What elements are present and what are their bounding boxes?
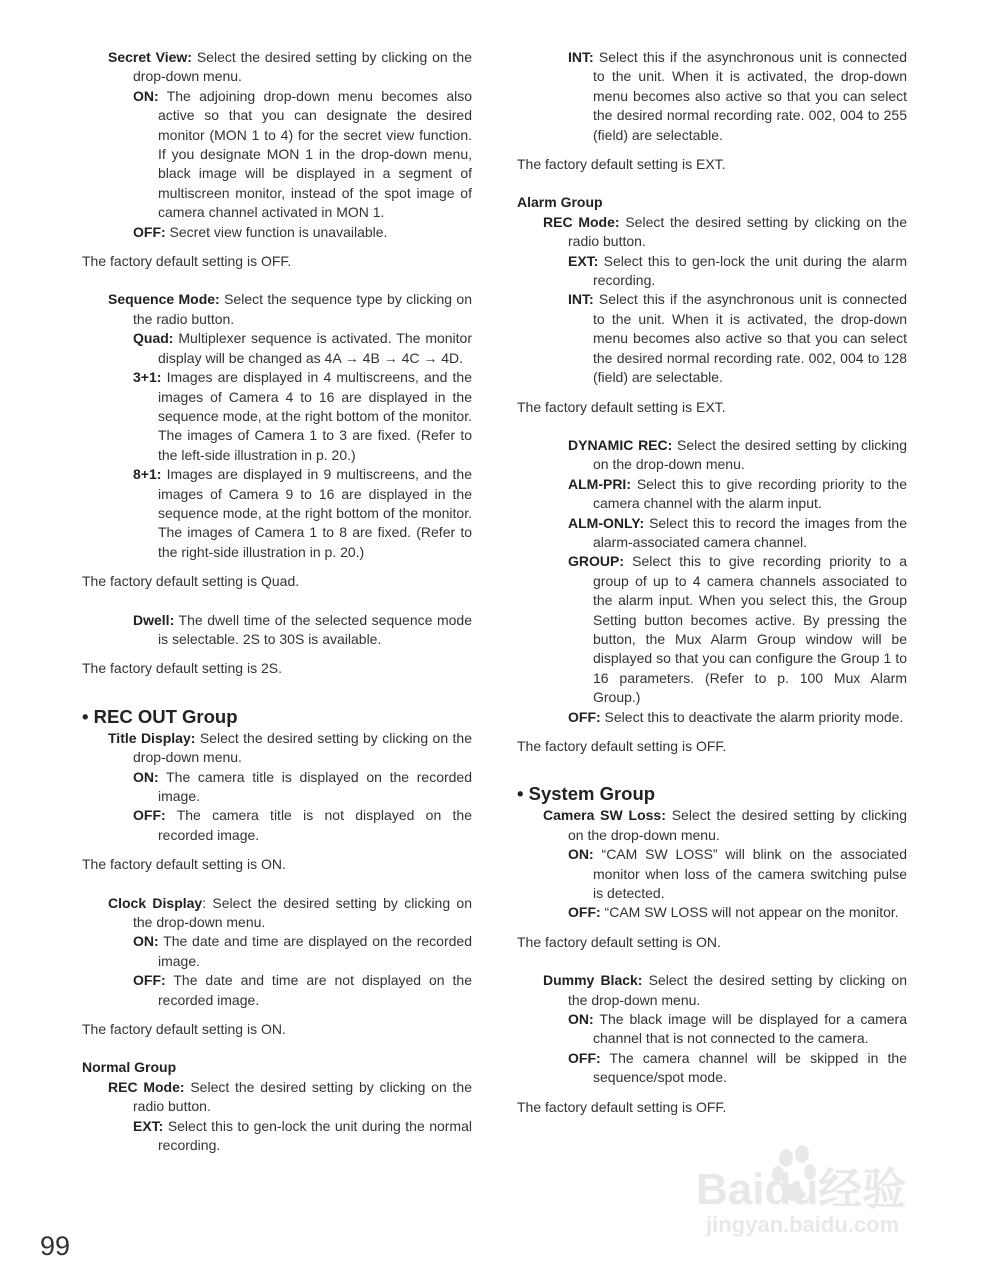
sequence-3plus1 [82, 368, 472, 465]
dummy-black-on-term: ON: [568, 1011, 594, 1028]
dummy-black-off-text: The camera channel will be skipped in the sequence/spot mode. [593, 1049, 907, 1086]
alarm-ext-term: EXT: [568, 252, 599, 269]
sequence-mode-text: Select the sequence type by clicking on the radio button. [133, 291, 473, 327]
title-display-off [82, 806, 472, 845]
sequence-8plus1-term: 8+1: [133, 466, 162, 483]
normal-int-term: INT: [568, 49, 594, 65]
clock-display-off-text: The date and time are not displayed on the recorded image. [158, 972, 472, 1008]
secret-view-item [82, 48, 472, 87]
alarm-ext [517, 252, 907, 291]
title-display-text: Select the desired setting by clicking on the drop-down menu. [133, 729, 472, 766]
dummy-black-default: The factory default setting is OFF. [517, 1098, 727, 1115]
secret-view-default: The factory default setting is OFF. [82, 253, 292, 270]
alarm-group-heading: Alarm Group [517, 194, 603, 211]
secret-view-off-text: Secret view function is unavailable. [169, 223, 388, 240]
normal-ext [82, 1117, 472, 1156]
title-display-term: Title Display: [108, 729, 196, 746]
clock-display-on [82, 932, 472, 971]
alarm-rec-mode-term: REC Mode: [543, 213, 620, 230]
dummy-black-on [517, 1010, 907, 1049]
clock-display-item [82, 894, 472, 933]
dynamic-off [517, 708, 907, 727]
sequence-quad-term: Quad: [133, 330, 174, 347]
camera-sw-loss-off-term: OFF: [568, 904, 601, 921]
dynamic-rec-default: The factory default setting is OFF. [517, 738, 727, 754]
dynamic-alm-pri-text: Select this to give recording priority to the camera channel with the alarm input. [593, 475, 908, 512]
watermark-brand: Baidu经验 [696, 1165, 907, 1214]
title-display-off-term: OFF: [133, 807, 166, 824]
title-display-off-text: The camera title is not displayed on the recorded image. [158, 807, 472, 843]
dynamic-rec-term: DYNAMIC REC: [568, 436, 673, 453]
dwell-text: The dwell time of the selected sequence mode is selectable. 2S to 30S is available. [158, 611, 472, 647]
dummy-black-off [517, 1049, 907, 1088]
normal-rec-mode-item [82, 1078, 472, 1117]
clock-display-on-term: ON: [133, 933, 159, 950]
sequence-3plus1-text: Images are displayed in 4 multiscreens, and the images of Camera 4 to 16 are displayed in the sequence mode, at the right bottom of the monitor. The images of Camera 1 to 3 are fixed. (Refer to the left-side illustration in p. 20.) [158, 369, 473, 463]
sequence-quad [82, 329, 472, 368]
sequence-3plus1-term: 3+1: [133, 369, 162, 386]
clock-display-text: : Select the desired setting by clicking on the drop-down menu. [133, 894, 472, 931]
dummy-black-item [517, 971, 907, 1010]
clock-display-default: The factory default setting is ON. [82, 1021, 286, 1038]
dummy-black-off-term: OFF: [568, 1049, 601, 1066]
sequence-mode-item [82, 290, 472, 329]
normal-ext-text: Select this to gen-lock the unit during the normal recording. [158, 1117, 472, 1154]
clock-display-off [82, 971, 472, 1010]
left-column [82, 48, 472, 1156]
secret-view-on-text: The adjoining drop-down menu becomes also active so that you can designate the desired monitor (MON 1 to 4) for the secret view function. If you designate MON 1 in the drop-down menu, black image will be displayed in a segment of multiscreen monitor, instead of the spot image of camera channel activated in MON 1. [158, 87, 473, 221]
dummy-black-text: Select the desired setting by clicking on the drop-down menu. [568, 972, 907, 1008]
normal-int [517, 48, 907, 145]
camera-sw-loss-default: The factory default setting is ON. [517, 933, 721, 950]
dynamic-alm-pri-term: ALM-PRI: [568, 475, 631, 492]
camera-sw-loss-term: Camera SW Loss: [543, 807, 666, 824]
clock-display-off-term: OFF: [133, 972, 166, 989]
alarm-ext-text: Select this to gen-lock the unit during the alarm recording. [593, 252, 907, 289]
camera-sw-loss-off [517, 903, 907, 922]
camera-sw-loss-text: Select the desired setting by clicking on the drop-down menu. [568, 807, 907, 843]
camera-sw-loss-on-text: “CAM SW LOSS” will blink on the associated monitor when loss of the camera switching pulse is detected. [593, 846, 908, 902]
alarm-int-text: Select this if the asynchronous unit is connected to the unit. When it is activated, the drop-down menu becomes also active so that you can select the desired normal recording rate. 002, 004 to 128 (field) are selectable. [593, 291, 907, 386]
secret-view-off-term: OFF: [133, 223, 166, 240]
dynamic-rec-item [517, 436, 907, 475]
camera-sw-loss-item [517, 806, 907, 845]
clock-display-term: Clock Display [108, 894, 203, 911]
normal-int-text: Select this if the asynchronous unit is connected to the unit. When it is activated, the drop-down menu becomes also active so that you can select the desired normal recording rate. 002, 004 to 255 (field) are selectable. [593, 49, 907, 143]
dynamic-rec-text: Select the desired setting by clicking on the drop-down menu. [593, 436, 907, 473]
secret-view-text: Select the desired setting by clicking on the drop-down menu. [133, 49, 473, 85]
alarm-rec-default: The factory default setting is EXT. [517, 398, 726, 415]
system-group-heading: • System Group [517, 783, 656, 805]
dwell-term: Dwell: [133, 611, 175, 628]
dynamic-off-term: OFF: [568, 708, 601, 725]
normal-rec-mode-term: REC Mode: [108, 1078, 185, 1095]
baidu-watermark [690, 1140, 940, 1240]
title-display-default: The factory default setting is ON. [82, 856, 286, 873]
dynamic-group-term: GROUP: [568, 553, 624, 570]
title-display-on-text: The camera title is displayed on the recorded image. [158, 768, 473, 804]
watermark-url: jingyan.baidu.com [706, 1212, 900, 1237]
title-display-item [82, 729, 472, 768]
right-column [517, 48, 907, 1117]
normal-ext-term: EXT: [133, 1117, 164, 1134]
dynamic-group-text: Select this to give recording priority to a group of up to 4 camera channels associated to the alarm input. When you select this, the Group Setting button becomes active. By pressing the button, the Mux Alarm Group window will be displayed so that you can configure the Group 1 to 16 parameters. (Refer to p. 100 Mux Alarm Group.) [593, 553, 907, 706]
camera-sw-loss-on [517, 845, 907, 903]
dynamic-off-text: Select this to deactivate the alarm priority mode. [604, 708, 904, 725]
alarm-int-term: INT: [568, 291, 594, 308]
camera-sw-loss-off-text: “CAM SW LOSS will not appear on the monitor. [604, 904, 899, 921]
alarm-rec-mode-text: Select the desired setting by clicking on the radio button. [568, 213, 907, 250]
secret-view-term: Secret View: [108, 49, 192, 65]
alarm-rec-mode-item [517, 213, 907, 252]
page-number: 99 [40, 1231, 71, 1261]
dynamic-alm-pri [517, 475, 907, 514]
dummy-black-term: Dummy Black: [543, 972, 643, 989]
sequence-8plus1 [82, 465, 472, 562]
rec-out-group-heading: • REC OUT Group [82, 705, 238, 727]
sequence-mode-default: The factory default setting is Quad. [82, 573, 300, 590]
title-display-on-term: ON: [133, 768, 159, 785]
normal-rec-default: The factory default setting is EXT. [517, 156, 726, 173]
sequence-8plus1-text: Images are displayed in 9 multiscreens, and the images of Camera 9 to 16 are displayed in the sequence mode, at the right bottom of the monitor. The images of Camera 1 to 8 are fixed. (Refer to the right-side illustration in p. 20.) [158, 466, 473, 560]
sequence-quad-text: Multiplexer sequence is activated. The monitor display will be changed as 4A → 4B → 4C → 4D. [158, 330, 473, 366]
sequence-mode-term: Sequence Mode: [108, 291, 220, 308]
normal-group-heading: Normal Group [82, 1059, 177, 1076]
dynamic-alm-only [517, 514, 907, 553]
secret-view-on-term: ON: [133, 87, 159, 104]
dwell-item [82, 611, 472, 650]
dynamic-group [517, 552, 907, 707]
camera-sw-loss-on-term: ON: [568, 846, 594, 863]
clock-display-on-text: The date and time are displayed on the recorded image. [158, 933, 472, 969]
secret-view-off [82, 223, 472, 242]
secret-view-on [82, 87, 472, 223]
dwell-default: The factory default setting is 2S. [82, 660, 282, 677]
title-display-on [82, 768, 472, 807]
dummy-black-on-text: The black image will be displayed for a camera channel that is not connected to the camera. [593, 1011, 908, 1047]
dynamic-alm-only-text: Select this to record the images from the alarm-associated camera channel. [593, 514, 908, 550]
dynamic-alm-only-term: ALM-ONLY: [568, 514, 645, 531]
alarm-int [517, 290, 907, 387]
normal-rec-mode-text: Select the desired setting by clicking on the radio button. [133, 1078, 472, 1115]
